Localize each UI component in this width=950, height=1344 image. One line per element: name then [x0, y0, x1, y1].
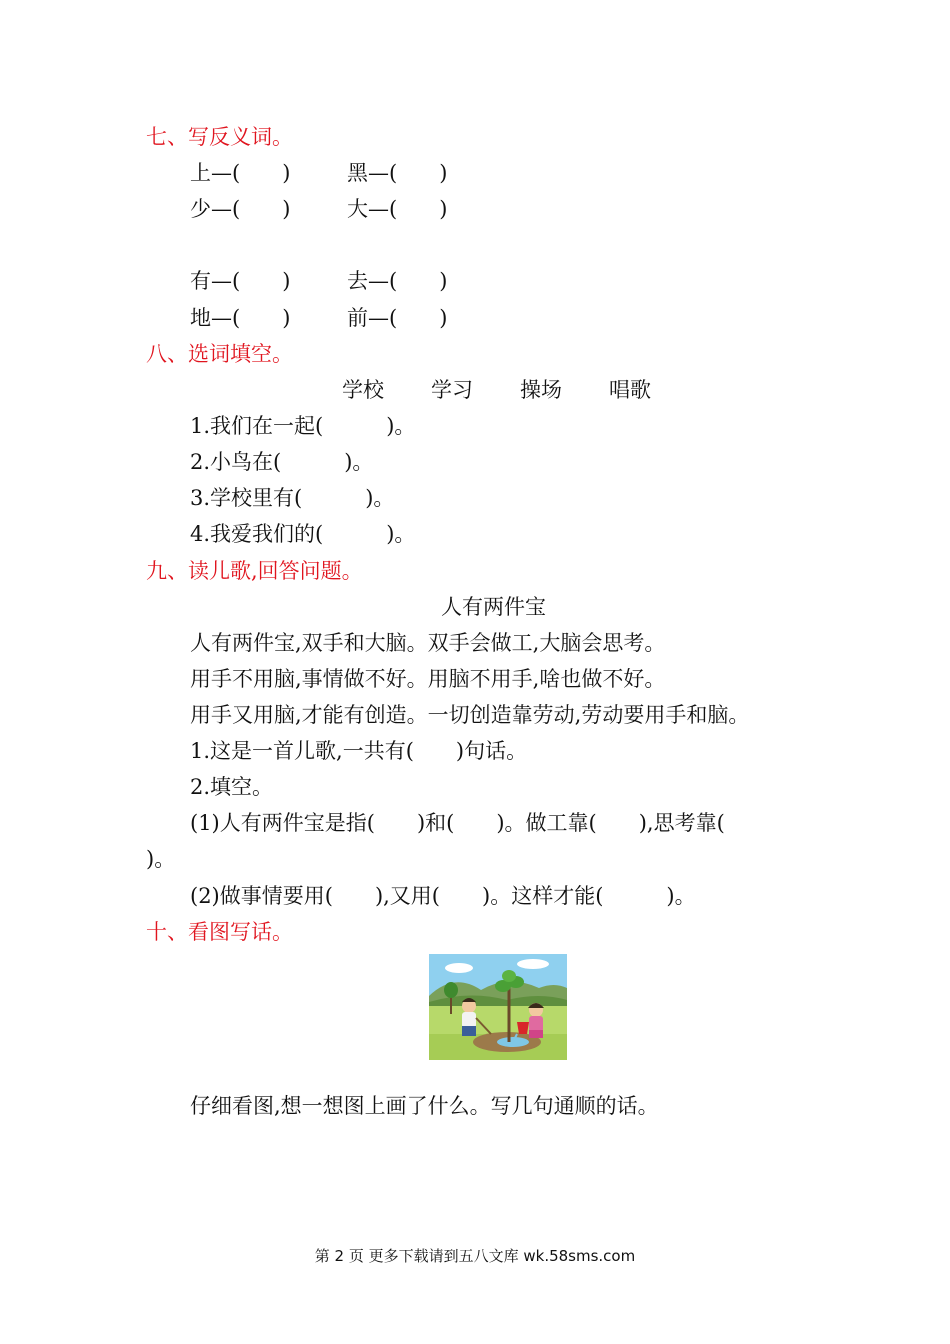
poem-title: 人有两件宝: [441, 595, 546, 619]
section-10-heading: 十、看图写话。: [146, 920, 293, 944]
poem-line: 用手不用脑,事情做不好。用脑不用手,啥也做不好。: [190, 667, 666, 691]
antonym-pair: 去—( ): [347, 269, 448, 293]
writing-instruction: 仔细看图,想一想图上画了什么。写几句通顺的话。: [190, 1094, 659, 1118]
section-8-heading: 八、选词填空。: [146, 342, 293, 366]
antonym-pair: 有—( ): [190, 269, 291, 293]
antonym-pair: 地—( ): [190, 306, 291, 330]
question-2: 2.填空。: [190, 775, 274, 799]
word-bank-item: 唱歌: [609, 378, 651, 402]
fill-blank-item: 2.小鸟在( )。: [190, 450, 374, 474]
section-7-heading: 七、写反义词。: [146, 125, 293, 149]
question-2-2: (2)做事情要用( ),又用( )。这样才能( )。: [190, 884, 696, 908]
fill-blank-item: 3.学校里有( )。: [190, 486, 395, 510]
antonym-pair: 大—( ): [347, 197, 448, 221]
word-bank-item: 学习: [431, 378, 473, 402]
antonym-pair: 上—( ): [190, 161, 291, 185]
word-bank-item: 学校: [342, 378, 384, 402]
question-2-1: (1)人有两件宝是指( )和( )。做工靠( ),思考靠(: [190, 811, 725, 835]
question-2-1-continued: )。: [146, 847, 176, 871]
page-footer: 第 2 页 更多下载请到五八文库 wk.58sms.com: [314, 1247, 636, 1265]
section-9-heading: 九、读儿歌,回答问题。: [146, 559, 363, 583]
question-1: 1.这是一首儿歌,一共有( )句话。: [190, 739, 528, 763]
fill-blank-item: 4.我爱我们的( )。: [190, 522, 416, 546]
poem-line: 人有两件宝,双手和大脑。双手会做工,大脑会思考。: [190, 631, 666, 655]
antonym-pair: 少—( ): [190, 197, 291, 221]
word-bank-item: 操场: [520, 378, 562, 402]
antonym-pair: 黑—( ): [347, 161, 448, 185]
tree-planting-picture: [429, 954, 567, 1060]
poem-line: 用手又用脑,才能有创造。一切创造靠劳动,劳动要用手和脑。: [190, 703, 750, 727]
fill-blank-item: 1.我们在一起( )。: [190, 414, 416, 438]
antonym-pair: 前—( ): [347, 306, 448, 330]
